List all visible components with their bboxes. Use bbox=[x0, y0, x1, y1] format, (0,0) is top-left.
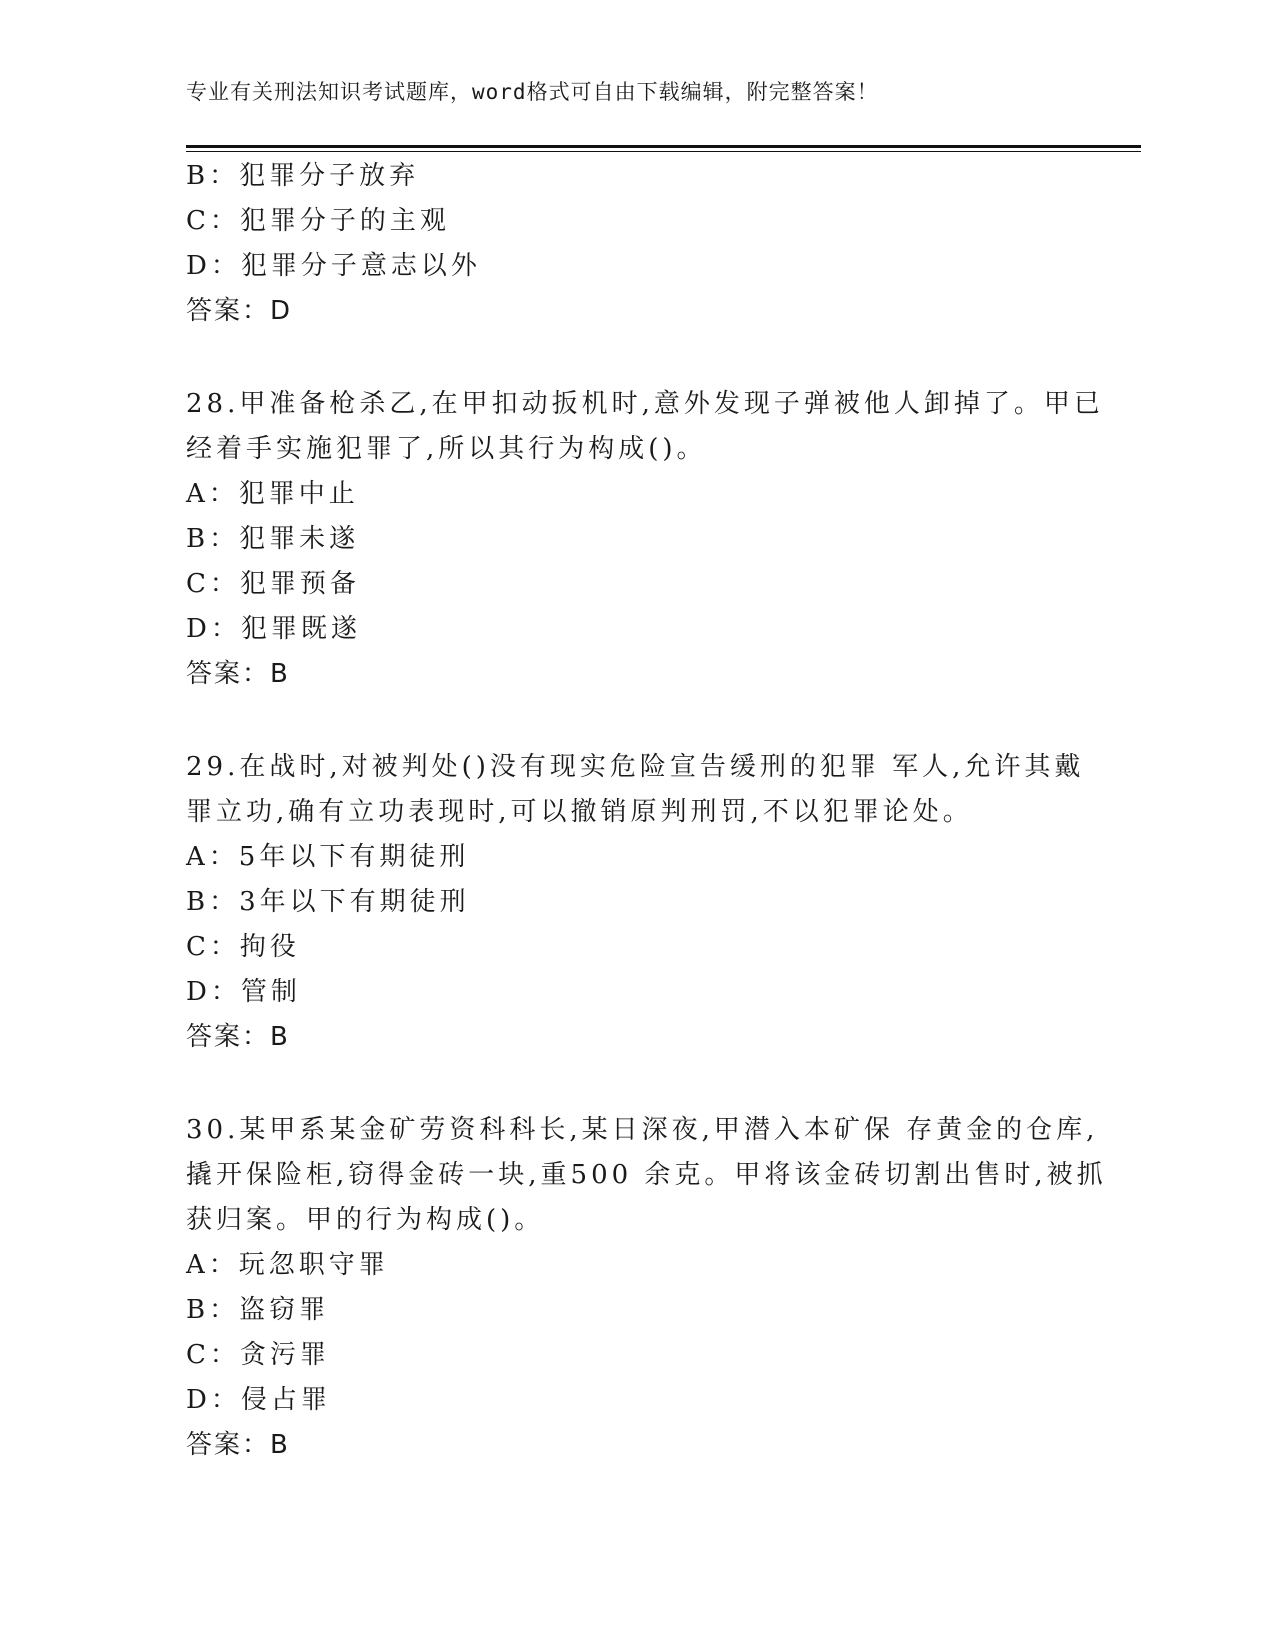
option-d: D：管制 bbox=[186, 977, 301, 1007]
answer-line: 答案：B bbox=[186, 659, 290, 689]
question-content bbox=[186, 154, 1106, 1468]
option-a: A：玩忽职守罪 bbox=[186, 1250, 389, 1280]
option-d: D：犯罪既遂 bbox=[186, 614, 361, 644]
option-a: A：5年以下有期徒刑 bbox=[186, 842, 470, 872]
option-b: B：犯罪未遂 bbox=[186, 524, 360, 554]
option-b: B：犯罪分子放弃 bbox=[186, 161, 420, 191]
carryover-block bbox=[186, 154, 1106, 334]
question-stem-line: 28.甲准备枪杀乙,在甲扣动扳机时,意外发现子弹被他人卸掉了。甲已 bbox=[186, 389, 1104, 419]
answer-line: 答案：B bbox=[186, 1022, 290, 1052]
question-30 bbox=[186, 1108, 1106, 1468]
option-d: D：犯罪分子意志以外 bbox=[186, 251, 481, 281]
question-28 bbox=[186, 382, 1106, 697]
option-c: C：拘役 bbox=[186, 932, 300, 962]
question-stem-line: 罪立功,确有立功表现时,可以撤销原判刑罚,不以犯罪论处。 bbox=[186, 797, 973, 827]
question-stem-line: 29.在战时,对被判处()没有现实危险宣告缓刑的犯罪 军人,允许其戴 bbox=[186, 752, 1085, 782]
question-stem-line: 30.某甲系某金矿劳资科科长,某日深夜,甲潜入本矿保 存黄金的仓库, bbox=[186, 1115, 1099, 1145]
answer-line: 答案：D bbox=[186, 296, 293, 326]
question-stem-line: 获归案。甲的行为构成()。 bbox=[186, 1205, 545, 1235]
option-b: B：3年以下有期徒刑 bbox=[186, 887, 470, 917]
option-b: B：盗窃罪 bbox=[186, 1295, 330, 1325]
page-header: 专业有关刑法知识考试题库，word格式可自由下载编辑，附完整答案！ bbox=[186, 80, 879, 104]
option-c: C：犯罪分子的主观 bbox=[186, 206, 450, 236]
header-divider-thin bbox=[186, 151, 1141, 152]
question-29 bbox=[186, 745, 1106, 1060]
header-divider-thick bbox=[186, 145, 1141, 148]
answer-line: 答案：B bbox=[186, 1430, 290, 1460]
option-c: C：贪污罪 bbox=[186, 1340, 330, 1370]
question-stem-line: 撬开保险柜,窃得金砖一块,重500 余克。甲将该金砖切割出售时,被抓 bbox=[186, 1160, 1107, 1190]
question-stem-line: 经着手实施犯罪了,所以其行为构成()。 bbox=[186, 434, 707, 464]
option-a: A：犯罪中止 bbox=[186, 479, 359, 509]
option-d: D：侵占罪 bbox=[186, 1385, 331, 1415]
option-c: C：犯罪预备 bbox=[186, 569, 360, 599]
